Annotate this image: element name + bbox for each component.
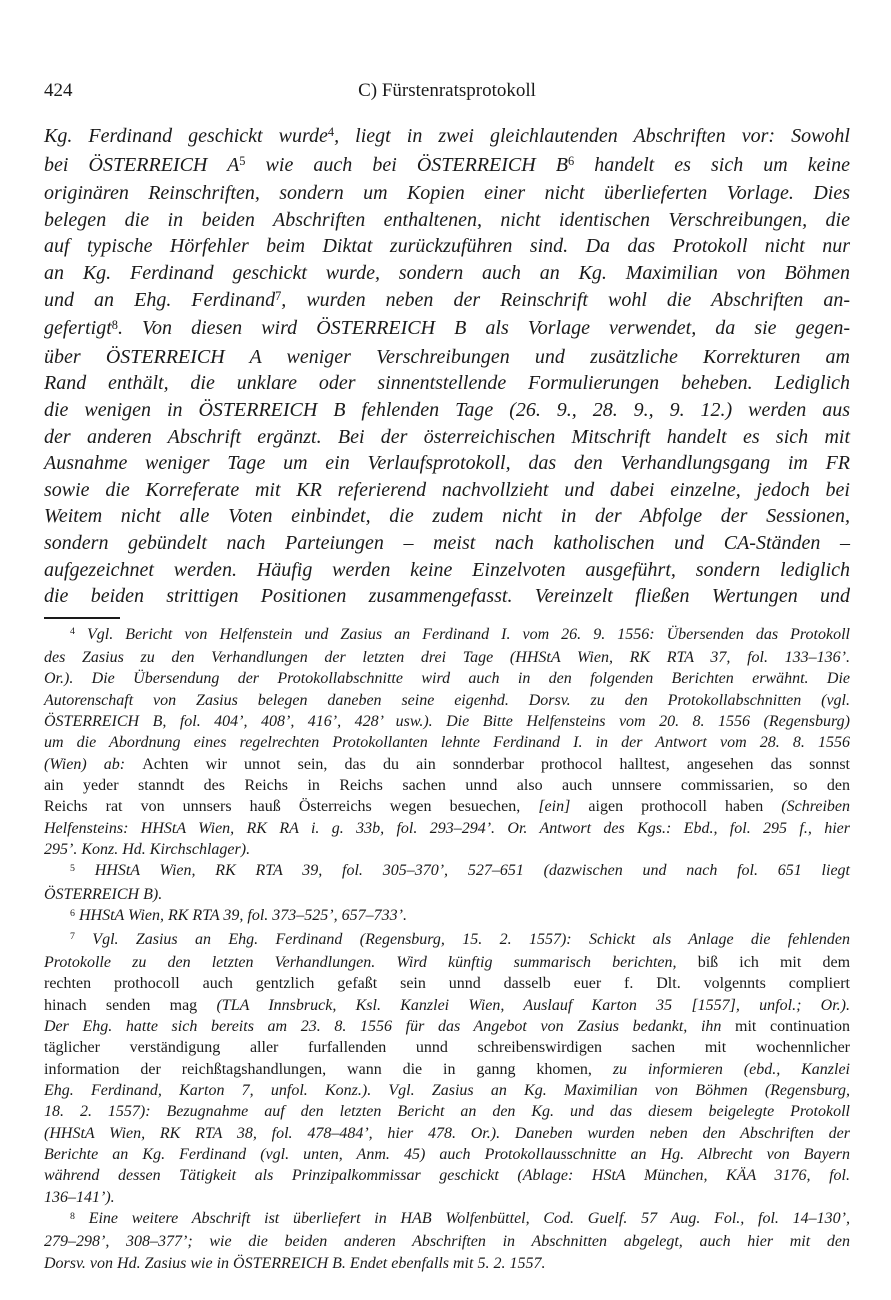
footnote-line [44,711,850,732]
text-segment: täglicher verständigung aller furfallenden unnd schreibenswirdigen sachen mit wochennlicher [44,1039,850,1057]
footnote-6 [44,905,850,928]
text-segment: hinach senden mag [44,996,217,1014]
body-line [44,503,850,530]
footnote-line [44,754,850,775]
text-segment: Protokolle zu den letzten Verhandlungen. Wird künftig summarisch berichten, [44,953,698,971]
footnote-line [44,1208,850,1231]
text-segment: Helfensteins: HHStA Wien, RK RA i. g. 33b, fol. 293–294’. Or. Antwort des Kgs.: Ebd., fol. 295 f., hier [44,819,850,837]
text-segment: über ÖSTERREICH A weniger Verschreibungen und zusätzliche Korrekturen am [44,345,850,368]
text-segment: belegen die in beiden Abschriften enthaltenen, nicht identischen Verschreibungen, die [44,208,850,231]
body-line [44,583,850,610]
text-segment: während dessen Tätigkeit als Prinzipalkommissar geschickt (Ablage: HStA München, KÄA 3176, fol. [44,1167,850,1185]
footnote-line [44,775,850,796]
footnote-line [44,1231,850,1252]
text-segment: information der reichßtagshandlungen, wann die in ganng khomen, [44,1060,613,1078]
footnote-ref: 8 [70,1210,75,1222]
footnote-ref: 7 [70,931,75,943]
text-segment: . Von diesen wird ÖSTERREICH B als Vorlage verwendet, da sie gegen- [117,317,850,340]
text-segment: des Zasius zu den Verhandlungen der letzten drei Tage (HHStA Wien, RK RTA 37, fol. 133–136’. [44,649,850,667]
footnote-line [44,1187,850,1208]
footnote-line [44,1059,850,1080]
footnote-ref: 4 [70,626,75,638]
body-line [44,530,850,557]
footnote-line [44,929,850,952]
text-segment: Autorenschaft von Zasius belegen daneben seine eigenhd. Dorsv. zu den Protokollabschnitten (vgl. [44,691,850,709]
body-line [44,370,850,397]
text-segment: ÖSTERREICH B). [44,885,163,903]
body-line [44,424,850,451]
body-line [44,123,850,152]
footnote-line [44,1144,850,1165]
text-segment: um die Abordnung eines regelrechten Protokollanten lehnte Ferdinand I. in der Antwort vom 28. 8. 1556 [44,734,850,752]
footnote-line [44,647,850,668]
footnote-4 [44,624,850,861]
text-segment: Vgl. Bericht von Helfenstein und Zasius an Ferdinand I. vom 26. 9. 1556: Übersenden das Protokoll [74,625,850,643]
footnote-line [44,1101,850,1122]
footnote-8 [44,1208,850,1274]
footnote-line [44,884,850,905]
footnote-line [44,732,850,753]
text-segment: aufgezeichnet werden. Häufig werden keine Einzelvoten ausgeführt, sondern lediglich [44,558,850,581]
body-line [44,557,850,584]
footnote-ref: 6 [567,154,575,169]
text-segment: gefertigt [44,317,112,340]
text-segment: , wurden neben der Reinschrift wohl die Abschriften an- [281,288,850,311]
body-line [44,180,850,207]
text-segment: wie auch bei ÖSTERREICH B [245,153,568,176]
footnote-line [44,973,850,994]
text-segment: sowie die Korreferate mit KR referierend nachvollzieht und dabei einzelne, jedoch bei [44,478,850,501]
footnote-line [44,1123,850,1144]
text-segment: ain yeder stanndt des Reichs in Reichs sachen unnd also auch unnsere commissarien, so den [44,777,850,795]
footnote-7 [44,929,850,1208]
footnote-line [44,1037,850,1058]
body-line [44,287,850,316]
text-segment: die beiden strittigen Positionen zusammengefasst. Vereinzelt fließen Wertungen und [44,585,850,608]
text-segment: 295’. Konz. Hd. Kirchschlager). [44,841,251,859]
running-head: C) Fürstenratsprotokoll [358,80,536,101]
footnotes-section [44,624,850,1274]
footnote-ref: 6 [70,907,75,919]
footnote-line [44,860,850,883]
text-segment: Kg. Ferdinand geschickt wurde [44,125,328,147]
footnote-line [44,818,850,839]
text-segment: 18. 2. 1557): Bezugnahme auf den letzten Bericht an den Kg. und das diesem beigelegte Protokoll [44,1103,850,1121]
text-segment: , liegt in zwei gleichlautenden Abschriften vor: Sowohl [334,125,850,147]
text-segment: rechten prothocoll auch gentzlich gefaßt sein unnd dasselb euer f. Dlt. volgennts compliert [44,975,850,993]
footnote-line [44,905,850,928]
text-segment: originären Reinschriften, sondern um Kopien einer nicht überlieferten Vorlage. Dies [44,182,850,205]
body-line [44,315,850,344]
text-segment: handelt es sich um keine [574,153,850,176]
footnote-line [44,690,850,711]
footnote-line [44,796,850,817]
text-segment: [ein] [538,798,589,816]
body-line [44,397,850,424]
text-segment: und an Ehg. Ferdinand [44,288,276,311]
text-block [44,78,850,1274]
text-segment: Weitem nicht alle Voten einbindet, die zudem nicht in der Abfolge der Sessionen, [44,505,850,528]
footnote-line [44,1016,850,1037]
footnote-ref: 7 [275,288,282,303]
text-segment: Or.). Die Übersendung der Protokollabschnitte wird auch in den folgenden Berichten erwähnt. Die [44,670,850,688]
text-segment: Der Ehg. hatte sich bereits am 23. 8. 1556 für das Angebot von Zasius bedankt, ihn [44,1017,736,1035]
footnote-line [44,995,850,1016]
footnote-line [44,668,850,689]
text-segment: bei ÖSTERREICH A [44,153,240,176]
text-segment: auf typische Hörfehler beim Diktat zurückzuführen sind. Da das Protokoll nicht nur [44,235,850,258]
footnote-5 [44,860,850,905]
footnote-line [44,1165,850,1186]
text-segment: Rand enthält, die unklare oder sinnentstellende Formulierungen beheben. Lediglich [44,372,850,395]
text-segment: der anderen Abschrift ergänzt. Bei der österreichischen Mitschrift handelt es sich mit [44,425,850,448]
footnote-line [44,839,850,860]
body-line [44,152,850,181]
footnote-line [44,1080,850,1101]
text-segment: Ausnahme weniger Tage um ein Verlaufsprotokoll, das den Verhandlungsgang im FR [44,452,850,475]
text-segment: Ehg. Ferdinand, Karton 7, unfol. Konz.). Vgl. Zasius an Kg. Maximilian von Böhmen (Regensburg, [44,1081,850,1099]
text-segment: Vgl. Zasius an Ehg. Ferdinand (Regensburg, 15. 2. 1557): Schickt als Anlage die fehlenden [74,930,850,948]
text-segment: 279–298’, 308–377’; wie die beiden anderen Abschriften in Abschnitten abgelegt, auch hier mit den [44,1233,850,1251]
page-header [44,78,850,104]
footnote-line [44,1253,850,1274]
text-segment: zu informieren (ebd., Kanzlei [612,1060,850,1078]
body-line [44,477,850,504]
text-segment: 136–141’). [44,1188,115,1206]
text-segment: biß ich mit dem [697,953,851,971]
body-line [44,344,850,371]
footnote-ref: 8 [111,317,118,332]
footnote-ref: 5 [239,154,246,169]
footnote-line [44,624,850,647]
page-number: 424 [44,80,73,101]
text-segment: an Kg. Ferdinand geschickt wurde, sondern auch an Kg. Maximilian von Böhmen [44,261,850,284]
text-segment: HHStA Wien, RK RTA 39, fol. 305–370’, 527–651 (dazwischen und nach fol. 651 liegt [74,862,850,880]
footnote-line [44,952,850,973]
body-line [44,207,850,234]
text-segment: ÖSTERREICH B, fol. 404’, 408’, 416’, 428’ usw.). Die Bitte Helfensteins vom 20. 8. 1556 (Regensburg) [44,713,850,731]
text-segment: mit continuation [735,1017,850,1035]
text-segment: (Schreiben [781,798,851,816]
text-segment: Reichs rat von unnsers hauß Österreichs wegen besuechen, [44,798,539,816]
text-segment: die wenigen in ÖSTERREICH B fehlenden Tage (26. 9., 28. 9., 9. 12.) werden aus [44,398,850,421]
text-segment: aigen prothocoll haben [588,798,782,816]
body-text [44,123,850,610]
text-segment: Achten wir unnot sein, das du ain sonnderbar prothocol halltest, angesehen das sonnst [142,755,850,773]
text-segment: Dorsv. von Hd. Zasius wie in ÖSTERREICH B. Endet ebenfalls mit 5. 2. 1557. [44,1254,546,1272]
body-line [44,260,850,287]
text-segment: (TLA Innsbruck, Ksl. Kanzlei Wien, Auslauf Karton 35 [1557], unfol.; Or.). [216,996,851,1014]
text-segment: sondern gebündelt nach Parteiungen – meist nach katholischen und CA-Ständen – [44,531,850,554]
text-segment: (Wien) ab: [44,755,143,773]
footnote-ref: 4 [327,125,335,140]
footnote-separator [44,617,120,619]
text-segment: Eine weitere Abschrift ist überliefert in HAB Wolfenbüttel, Cod. Guelf. 57 Aug. Fol., fol. 14–130’, [74,1209,850,1227]
text-segment: HHStA Wien, RK RTA 39, fol. 373–525’, 657–733’. [74,907,407,925]
text-segment: Berichte an Kg. Ferdinand (vgl. unten, Anm. 45) auch Protokollausschnitte an Hg. Albrecht von Bayern [44,1145,850,1163]
text-segment: (HHStA Wien, RK RTA 38, fol. 478–484’, hier 478. Or.). Daneben wurden neben den Abschriften der [44,1124,850,1142]
body-line [44,233,850,260]
body-line [44,450,850,477]
footnote-ref: 5 [70,863,75,875]
